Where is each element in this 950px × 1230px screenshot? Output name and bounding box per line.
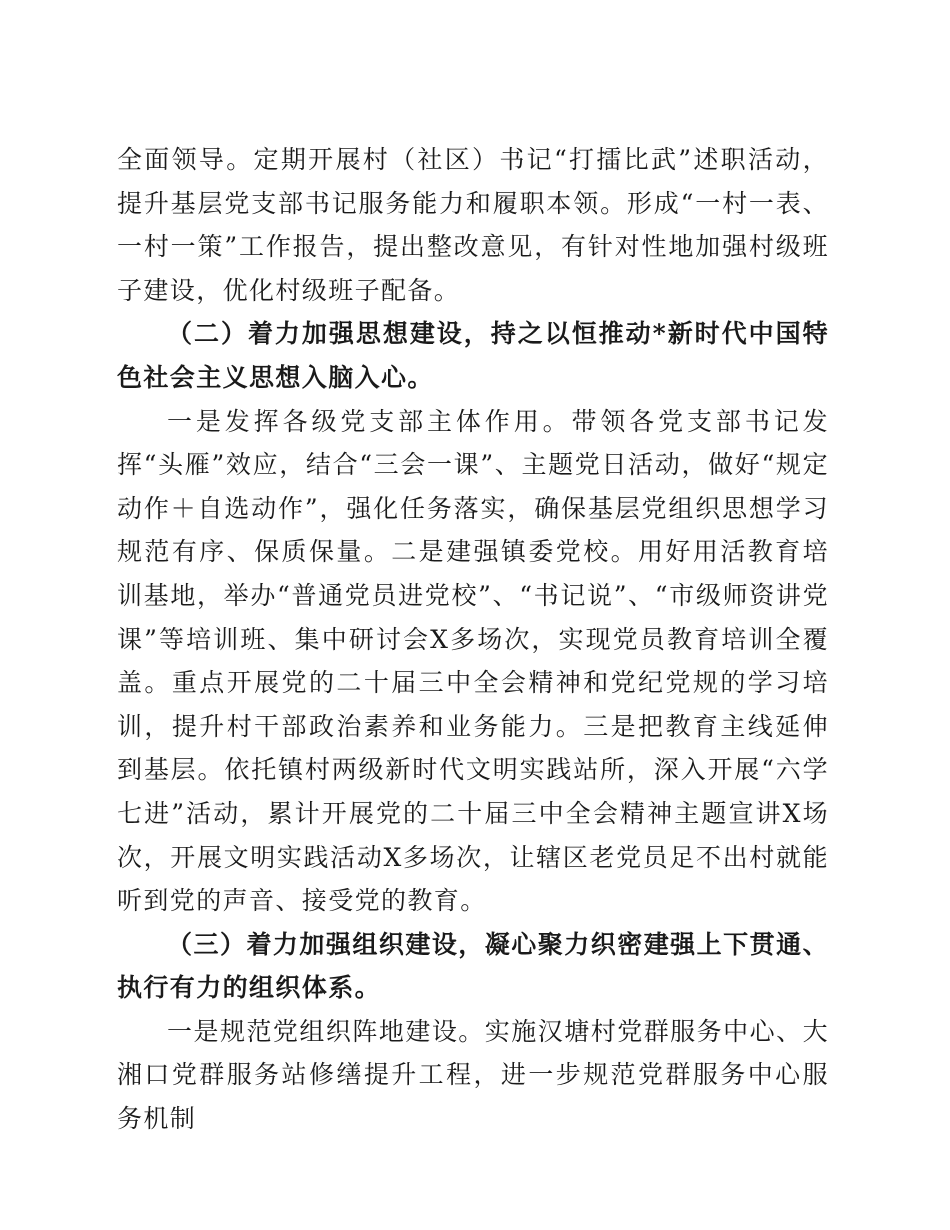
section-heading-ideological-building: （二）着力加强思想建设，持之以恒推动*新时代中国特色社会主义思想入脑入心。 <box>117 319 829 392</box>
document-body <box>117 138 829 1141</box>
paragraph-ideological-building: 一是发挥各级党支部主体作用。带领各党支部书记发挥“头雁”效应，结合“三会一课”、主题党日活动，做好“规定动作＋自选动作”，强化任务落实，确保基层党组织思想学习规范有序、保质保量。二是建强镇委党校。用好用活教育培训基地，举办“普通党员进党校”、“书记说”、“市级师资讲党课”等培训班、集中研讨会X多场次，实现党员教育培训全覆盖。重点开展党的二十届三中全会精神和党纪党规的学习培训，提升村干部政治素养和业务能力。三是把教育主线延伸到基层。依托镇村两级新时代文明实践站所，深入开展“六学七进”活动，累计开展党的二十届三中全会精神主题宣讲X场次，开展文明实践活动X多场次，让辖区老党员足不出村就能听到党的声音、接受党的教育。 <box>117 406 829 916</box>
section-heading-organizational-building: （三）着力加强组织建设，凝心聚力织密建强上下贯通、执行有力的组织体系。 <box>117 929 829 1003</box>
paragraph-organizational-building: 一是规范党组织阵地建设。实施汉塘村党群服务中心、大湘口党群服务站修缮提升工程，进一步规范党群服务中心服务机制 <box>117 1016 829 1134</box>
paragraph-leadership-continued: 全面领导。定期开展村（社区）书记“打擂比武”述职活动，提升基层党支部书记服务能力和履职本领。形成“一村一表、一村一策”工作报告，提出整改意见，有针对性地加强村级班子建设，优化村级班子配备。 <box>117 145 829 305</box>
